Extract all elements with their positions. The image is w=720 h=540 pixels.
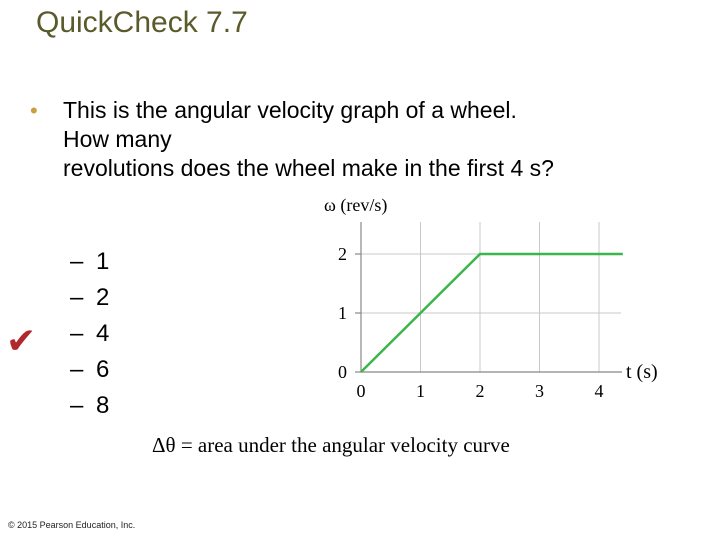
- x-tick-label: 0: [356, 381, 366, 401]
- y-tick-label: 0: [338, 362, 347, 382]
- x-tick-label: 3: [535, 381, 544, 401]
- slide-title: QuickCheck 7.7: [36, 6, 248, 39]
- option-label: 1: [96, 248, 110, 275]
- y-axis-label: ω (rev/s): [324, 195, 388, 215]
- formula-text: Δθ = area under the angular velocity curve: [152, 433, 510, 457]
- bullet-icon: •: [30, 98, 38, 123]
- option-label: 6: [96, 356, 110, 383]
- option-dash: –: [70, 392, 84, 419]
- answer-option[interactable]: [70, 352, 109, 388]
- option-dash: –: [70, 320, 84, 347]
- option-label: 2: [96, 284, 110, 311]
- x-tick-label: 1: [416, 381, 425, 401]
- angular-velocity-chart: [300, 192, 680, 412]
- copyright-text: © 2015 Pearson Education, Inc.: [8, 520, 136, 530]
- y-tick-label: 2: [338, 244, 347, 264]
- question-text: [63, 96, 703, 183]
- question-line: revolutions does the wheel make in the first 4 s?: [63, 155, 554, 181]
- answer-options: [70, 244, 109, 424]
- option-dash: –: [70, 248, 84, 275]
- answer-option[interactable]: [70, 388, 109, 424]
- y-tick-label: 1: [338, 303, 347, 323]
- correct-check-icon: ✔: [6, 321, 37, 362]
- x-axis-label: t (s): [626, 361, 658, 383]
- question-line: How many: [63, 126, 172, 152]
- answer-option[interactable]: [70, 280, 109, 316]
- option-label: 4: [96, 320, 110, 347]
- x-tick-label: 2: [475, 381, 485, 401]
- question-line: This is the angular velocity graph of a wheel.: [63, 97, 517, 123]
- option-label: 8: [96, 392, 110, 419]
- option-dash: –: [70, 356, 84, 383]
- x-tick-label: 4: [594, 381, 604, 401]
- answer-option[interactable]: [70, 316, 109, 352]
- option-dash: –: [70, 284, 84, 311]
- answer-option[interactable]: [70, 244, 109, 280]
